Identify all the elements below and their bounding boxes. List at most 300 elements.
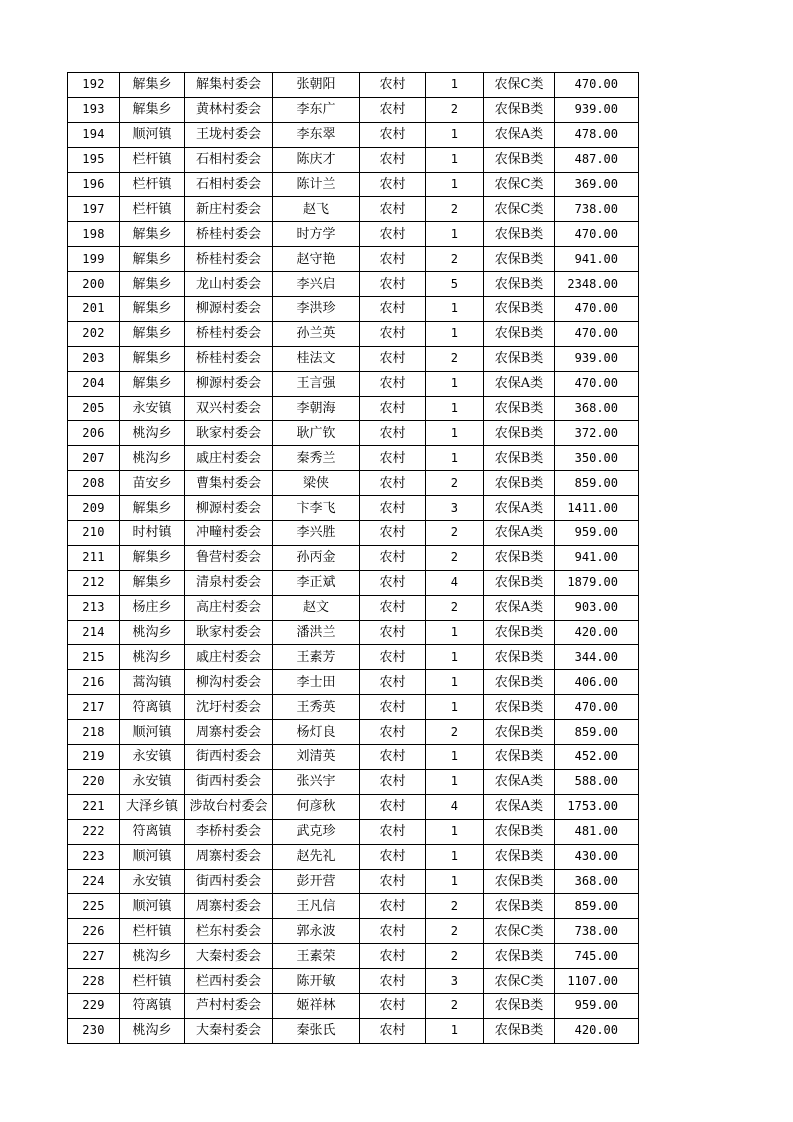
- relief-roster-table: [67, 72, 639, 1044]
- table-row: [68, 595, 639, 620]
- table-row: [68, 670, 639, 695]
- table-row: [68, 894, 639, 919]
- township-cell: 解集乡: [120, 247, 185, 272]
- household-size-cell: 2: [426, 595, 484, 620]
- household-size-cell: 2: [426, 521, 484, 546]
- table-row: [68, 545, 639, 570]
- row-number-cell: 225: [68, 894, 120, 919]
- amount-cell: 939.00: [555, 97, 639, 122]
- recipient-name-cell: 孙丙金: [273, 545, 360, 570]
- recipient-name-cell: 李洪珍: [273, 297, 360, 322]
- insurance-category-cell: 农保B类: [484, 97, 555, 122]
- row-number-cell: 213: [68, 595, 120, 620]
- amount-cell: 481.00: [555, 819, 639, 844]
- township-cell: 桃沟乡: [120, 944, 185, 969]
- household-size-cell: 2: [426, 944, 484, 969]
- village-committee-cell: 黄林村委会: [185, 97, 273, 122]
- amount-cell: 470.00: [555, 222, 639, 247]
- table-row: [68, 620, 639, 645]
- household-size-cell: 1: [426, 1018, 484, 1043]
- village-committee-cell: 栏东村委会: [185, 919, 273, 944]
- table-row: [68, 396, 639, 421]
- township-cell: 永安镇: [120, 396, 185, 421]
- amount-cell: 368.00: [555, 396, 639, 421]
- household-size-cell: 1: [426, 321, 484, 346]
- household-type-cell: 农村: [360, 297, 426, 322]
- table-row: [68, 97, 639, 122]
- village-committee-cell: 曹集村委会: [185, 471, 273, 496]
- amount-cell: 859.00: [555, 471, 639, 496]
- household-size-cell: 2: [426, 720, 484, 745]
- row-number-cell: 229: [68, 993, 120, 1018]
- amount-cell: 470.00: [555, 695, 639, 720]
- household-type-cell: 农村: [360, 944, 426, 969]
- household-type-cell: 农村: [360, 819, 426, 844]
- township-cell: 符离镇: [120, 993, 185, 1018]
- table-row: [68, 73, 639, 98]
- table-row: [68, 521, 639, 546]
- village-committee-cell: 芦村村委会: [185, 993, 273, 1018]
- household-type-cell: 农村: [360, 222, 426, 247]
- amount-cell: 406.00: [555, 670, 639, 695]
- village-committee-cell: 柳源村委会: [185, 496, 273, 521]
- household-type-cell: 农村: [360, 272, 426, 297]
- household-size-cell: 3: [426, 496, 484, 521]
- household-size-cell: 2: [426, 894, 484, 919]
- household-type-cell: 农村: [360, 570, 426, 595]
- row-number-cell: 206: [68, 421, 120, 446]
- village-committee-cell: 街西村委会: [185, 869, 273, 894]
- township-cell: 解集乡: [120, 97, 185, 122]
- household-size-cell: 2: [426, 97, 484, 122]
- township-cell: 解集乡: [120, 545, 185, 570]
- recipient-name-cell: 张朝阳: [273, 73, 360, 98]
- row-number-cell: 195: [68, 147, 120, 172]
- row-number-cell: 198: [68, 222, 120, 247]
- recipient-name-cell: 张兴宇: [273, 769, 360, 794]
- household-type-cell: 农村: [360, 73, 426, 98]
- township-cell: 苗安乡: [120, 471, 185, 496]
- recipient-name-cell: 王素荣: [273, 944, 360, 969]
- village-committee-cell: 王垅村委会: [185, 122, 273, 147]
- household-type-cell: 农村: [360, 695, 426, 720]
- township-cell: 顺河镇: [120, 894, 185, 919]
- insurance-category-cell: 农保B类: [484, 844, 555, 869]
- township-cell: 解集乡: [120, 73, 185, 98]
- village-committee-cell: 李桥村委会: [185, 819, 273, 844]
- insurance-category-cell: 农保C类: [484, 73, 555, 98]
- village-committee-cell: 耿家村委会: [185, 421, 273, 446]
- household-type-cell: 农村: [360, 720, 426, 745]
- household-size-cell: 2: [426, 919, 484, 944]
- household-type-cell: 农村: [360, 471, 426, 496]
- household-size-cell: 2: [426, 993, 484, 1018]
- insurance-category-cell: 农保C类: [484, 172, 555, 197]
- amount-cell: 420.00: [555, 620, 639, 645]
- table-row: [68, 321, 639, 346]
- amount-cell: 941.00: [555, 545, 639, 570]
- township-cell: 栏杆镇: [120, 147, 185, 172]
- row-number-cell: 224: [68, 869, 120, 894]
- row-number-cell: 194: [68, 122, 120, 147]
- insurance-category-cell: 农保B类: [484, 745, 555, 770]
- household-size-cell: 1: [426, 769, 484, 794]
- household-type-cell: 农村: [360, 122, 426, 147]
- table-row: [68, 197, 639, 222]
- household-size-cell: 2: [426, 471, 484, 496]
- household-type-cell: 农村: [360, 745, 426, 770]
- row-number-cell: 199: [68, 247, 120, 272]
- township-cell: 永安镇: [120, 869, 185, 894]
- row-number-cell: 216: [68, 670, 120, 695]
- village-committee-cell: 大秦村委会: [185, 944, 273, 969]
- insurance-category-cell: 农保B类: [484, 819, 555, 844]
- household-size-cell: 1: [426, 222, 484, 247]
- row-number-cell: 204: [68, 371, 120, 396]
- household-size-cell: 5: [426, 272, 484, 297]
- table-row: [68, 720, 639, 745]
- row-number-cell: 211: [68, 545, 120, 570]
- household-size-cell: 1: [426, 670, 484, 695]
- row-number-cell: 205: [68, 396, 120, 421]
- recipient-name-cell: 秦秀兰: [273, 446, 360, 471]
- table-row: [68, 371, 639, 396]
- amount-cell: 959.00: [555, 521, 639, 546]
- amount-cell: 470.00: [555, 321, 639, 346]
- table-row: [68, 844, 639, 869]
- village-committee-cell: 柳源村委会: [185, 371, 273, 396]
- amount-cell: 1107.00: [555, 969, 639, 994]
- recipient-name-cell: 秦张氏: [273, 1018, 360, 1043]
- township-cell: 解集乡: [120, 346, 185, 371]
- household-size-cell: 1: [426, 122, 484, 147]
- township-cell: 永安镇: [120, 745, 185, 770]
- township-cell: 解集乡: [120, 570, 185, 595]
- recipient-name-cell: 陈庆才: [273, 147, 360, 172]
- recipient-name-cell: 姬祥林: [273, 993, 360, 1018]
- household-type-cell: 农村: [360, 247, 426, 272]
- amount-cell: 738.00: [555, 197, 639, 222]
- amount-cell: 859.00: [555, 720, 639, 745]
- township-cell: 桃沟乡: [120, 620, 185, 645]
- amount-cell: 420.00: [555, 1018, 639, 1043]
- row-number-cell: 227: [68, 944, 120, 969]
- insurance-category-cell: 农保C类: [484, 197, 555, 222]
- table-row: [68, 247, 639, 272]
- village-committee-cell: 街西村委会: [185, 745, 273, 770]
- insurance-category-cell: 农保B类: [484, 421, 555, 446]
- household-type-cell: 农村: [360, 794, 426, 819]
- table-row: [68, 471, 639, 496]
- insurance-category-cell: 农保B类: [484, 570, 555, 595]
- recipient-name-cell: 赵文: [273, 595, 360, 620]
- village-committee-cell: 栏西村委会: [185, 969, 273, 994]
- amount-cell: 941.00: [555, 247, 639, 272]
- household-size-cell: 1: [426, 147, 484, 172]
- township-cell: 栏杆镇: [120, 919, 185, 944]
- insurance-category-cell: 农保B类: [484, 147, 555, 172]
- insurance-category-cell: 农保B类: [484, 1018, 555, 1043]
- amount-cell: 452.00: [555, 745, 639, 770]
- recipient-name-cell: 孙兰英: [273, 321, 360, 346]
- insurance-category-cell: 农保B类: [484, 222, 555, 247]
- household-size-cell: 2: [426, 197, 484, 222]
- household-type-cell: 农村: [360, 321, 426, 346]
- row-number-cell: 202: [68, 321, 120, 346]
- insurance-category-cell: 农保A类: [484, 496, 555, 521]
- recipient-name-cell: 李东广: [273, 97, 360, 122]
- household-type-cell: 农村: [360, 620, 426, 645]
- row-number-cell: 196: [68, 172, 120, 197]
- township-cell: 永安镇: [120, 769, 185, 794]
- township-cell: 时村镇: [120, 521, 185, 546]
- township-cell: 栏杆镇: [120, 969, 185, 994]
- amount-cell: 478.00: [555, 122, 639, 147]
- row-number-cell: 208: [68, 471, 120, 496]
- village-committee-cell: 解集村委会: [185, 73, 273, 98]
- household-size-cell: 2: [426, 247, 484, 272]
- village-committee-cell: 龙山村委会: [185, 272, 273, 297]
- amount-cell: 487.00: [555, 147, 639, 172]
- household-type-cell: 农村: [360, 446, 426, 471]
- table-row: [68, 272, 639, 297]
- household-type-cell: 农村: [360, 670, 426, 695]
- village-committee-cell: 周寨村委会: [185, 844, 273, 869]
- household-type-cell: 农村: [360, 371, 426, 396]
- amount-cell: 1879.00: [555, 570, 639, 595]
- table-row: [68, 869, 639, 894]
- table-row: [68, 122, 639, 147]
- household-type-cell: 农村: [360, 919, 426, 944]
- insurance-category-cell: 农保B类: [484, 321, 555, 346]
- recipient-name-cell: 郭永波: [273, 919, 360, 944]
- household-type-cell: 农村: [360, 396, 426, 421]
- household-size-cell: 1: [426, 620, 484, 645]
- village-committee-cell: 石相村委会: [185, 147, 273, 172]
- household-type-cell: 农村: [360, 769, 426, 794]
- household-size-cell: 3: [426, 969, 484, 994]
- township-cell: 桃沟乡: [120, 421, 185, 446]
- recipient-name-cell: 梁侠: [273, 471, 360, 496]
- row-number-cell: 226: [68, 919, 120, 944]
- amount-cell: 738.00: [555, 919, 639, 944]
- household-type-cell: 农村: [360, 147, 426, 172]
- insurance-category-cell: 农保B类: [484, 272, 555, 297]
- insurance-category-cell: 农保B类: [484, 695, 555, 720]
- township-cell: 桃沟乡: [120, 1018, 185, 1043]
- row-number-cell: 201: [68, 297, 120, 322]
- insurance-category-cell: 农保A类: [484, 595, 555, 620]
- township-cell: 解集乡: [120, 496, 185, 521]
- village-committee-cell: 涉故台村委会: [185, 794, 273, 819]
- township-cell: 栏杆镇: [120, 197, 185, 222]
- village-committee-cell: 耿家村委会: [185, 620, 273, 645]
- insurance-category-cell: 农保B类: [484, 396, 555, 421]
- table-row: [68, 346, 639, 371]
- household-size-cell: 4: [426, 570, 484, 595]
- insurance-category-cell: 农保B类: [484, 620, 555, 645]
- table-row: [68, 944, 639, 969]
- household-size-cell: 1: [426, 869, 484, 894]
- village-committee-cell: 新庄村委会: [185, 197, 273, 222]
- table-row: [68, 794, 639, 819]
- amount-cell: 939.00: [555, 346, 639, 371]
- household-type-cell: 农村: [360, 97, 426, 122]
- row-number-cell: 203: [68, 346, 120, 371]
- row-number-cell: 222: [68, 819, 120, 844]
- household-type-cell: 农村: [360, 844, 426, 869]
- row-number-cell: 212: [68, 570, 120, 595]
- recipient-name-cell: 卞李飞: [273, 496, 360, 521]
- recipient-name-cell: 刘清英: [273, 745, 360, 770]
- township-cell: 杨庄乡: [120, 595, 185, 620]
- insurance-category-cell: 农保A类: [484, 122, 555, 147]
- village-committee-cell: 石相村委会: [185, 172, 273, 197]
- household-size-cell: 1: [426, 421, 484, 446]
- table-row: [68, 1018, 639, 1043]
- insurance-category-cell: 农保A类: [484, 794, 555, 819]
- recipient-name-cell: 杨灯良: [273, 720, 360, 745]
- row-number-cell: 215: [68, 645, 120, 670]
- table-body: [68, 73, 639, 1044]
- table-row: [68, 222, 639, 247]
- recipient-name-cell: 陈计兰: [273, 172, 360, 197]
- amount-cell: 903.00: [555, 595, 639, 620]
- household-type-cell: 农村: [360, 645, 426, 670]
- insurance-category-cell: 农保B类: [484, 670, 555, 695]
- household-type-cell: 农村: [360, 172, 426, 197]
- row-number-cell: 230: [68, 1018, 120, 1043]
- amount-cell: 959.00: [555, 993, 639, 1018]
- recipient-name-cell: 武克珍: [273, 819, 360, 844]
- amount-cell: 350.00: [555, 446, 639, 471]
- recipient-name-cell: 彭开营: [273, 869, 360, 894]
- table-row: [68, 421, 639, 446]
- amount-cell: 430.00: [555, 844, 639, 869]
- table-row: [68, 446, 639, 471]
- table-row: [68, 993, 639, 1018]
- household-type-cell: 农村: [360, 1018, 426, 1043]
- amount-cell: 470.00: [555, 371, 639, 396]
- household-type-cell: 农村: [360, 595, 426, 620]
- amount-cell: 369.00: [555, 172, 639, 197]
- township-cell: 顺河镇: [120, 122, 185, 147]
- recipient-name-cell: 李兴胜: [273, 521, 360, 546]
- township-cell: 解集乡: [120, 321, 185, 346]
- recipient-name-cell: 耿广钦: [273, 421, 360, 446]
- township-cell: 栏杆镇: [120, 172, 185, 197]
- household-size-cell: 1: [426, 371, 484, 396]
- insurance-category-cell: 农保B类: [484, 645, 555, 670]
- recipient-name-cell: 陈开敏: [273, 969, 360, 994]
- household-size-cell: 1: [426, 297, 484, 322]
- household-size-cell: 1: [426, 172, 484, 197]
- amount-cell: 344.00: [555, 645, 639, 670]
- table-row: [68, 819, 639, 844]
- table-row: [68, 769, 639, 794]
- recipient-name-cell: 李正斌: [273, 570, 360, 595]
- township-cell: 解集乡: [120, 371, 185, 396]
- insurance-category-cell: 农保B类: [484, 894, 555, 919]
- row-number-cell: 214: [68, 620, 120, 645]
- recipient-name-cell: 时方学: [273, 222, 360, 247]
- row-number-cell: 210: [68, 521, 120, 546]
- township-cell: 符离镇: [120, 695, 185, 720]
- township-cell: 符离镇: [120, 819, 185, 844]
- insurance-category-cell: 农保B类: [484, 446, 555, 471]
- township-cell: 蒿沟镇: [120, 670, 185, 695]
- amount-cell: 1753.00: [555, 794, 639, 819]
- village-committee-cell: 鲁营村委会: [185, 545, 273, 570]
- row-number-cell: 223: [68, 844, 120, 869]
- insurance-category-cell: 农保B类: [484, 545, 555, 570]
- household-type-cell: 农村: [360, 346, 426, 371]
- township-cell: 解集乡: [120, 297, 185, 322]
- village-committee-cell: 大秦村委会: [185, 1018, 273, 1043]
- insurance-category-cell: 农保A类: [484, 769, 555, 794]
- household-size-cell: 1: [426, 819, 484, 844]
- row-number-cell: 192: [68, 73, 120, 98]
- row-number-cell: 207: [68, 446, 120, 471]
- table-row: [68, 919, 639, 944]
- recipient-name-cell: 王言强: [273, 371, 360, 396]
- township-cell: 大泽乡镇: [120, 794, 185, 819]
- township-cell: 顺河镇: [120, 844, 185, 869]
- row-number-cell: 193: [68, 97, 120, 122]
- household-size-cell: 1: [426, 446, 484, 471]
- household-type-cell: 农村: [360, 894, 426, 919]
- insurance-category-cell: 农保B类: [484, 993, 555, 1018]
- village-committee-cell: 戚庄村委会: [185, 645, 273, 670]
- household-type-cell: 农村: [360, 197, 426, 222]
- amount-cell: 372.00: [555, 421, 639, 446]
- village-committee-cell: 戚庄村委会: [185, 446, 273, 471]
- amount-cell: 2348.00: [555, 272, 639, 297]
- household-type-cell: 农村: [360, 421, 426, 446]
- village-committee-cell: 冲疃村委会: [185, 521, 273, 546]
- table-row: [68, 147, 639, 172]
- household-size-cell: 4: [426, 794, 484, 819]
- row-number-cell: 217: [68, 695, 120, 720]
- household-type-cell: 农村: [360, 969, 426, 994]
- recipient-name-cell: 李朝海: [273, 396, 360, 421]
- household-type-cell: 农村: [360, 496, 426, 521]
- amount-cell: 368.00: [555, 869, 639, 894]
- household-type-cell: 农村: [360, 521, 426, 546]
- village-committee-cell: 柳沟村委会: [185, 670, 273, 695]
- recipient-name-cell: 王凡信: [273, 894, 360, 919]
- village-committee-cell: 桥桂村委会: [185, 222, 273, 247]
- insurance-category-cell: 农保C类: [484, 919, 555, 944]
- village-committee-cell: 桥桂村委会: [185, 346, 273, 371]
- insurance-category-cell: 农保A类: [484, 371, 555, 396]
- insurance-category-cell: 农保C类: [484, 969, 555, 994]
- household-type-cell: 农村: [360, 545, 426, 570]
- insurance-category-cell: 农保B类: [484, 346, 555, 371]
- household-size-cell: 1: [426, 745, 484, 770]
- household-type-cell: 农村: [360, 993, 426, 1018]
- row-number-cell: 200: [68, 272, 120, 297]
- household-size-cell: 1: [426, 844, 484, 869]
- village-committee-cell: 沈圩村委会: [185, 695, 273, 720]
- household-size-cell: 1: [426, 396, 484, 421]
- insurance-category-cell: 农保B类: [484, 471, 555, 496]
- table-row: [68, 570, 639, 595]
- recipient-name-cell: 王素芳: [273, 645, 360, 670]
- amount-cell: 859.00: [555, 894, 639, 919]
- row-number-cell: 197: [68, 197, 120, 222]
- row-number-cell: 218: [68, 720, 120, 745]
